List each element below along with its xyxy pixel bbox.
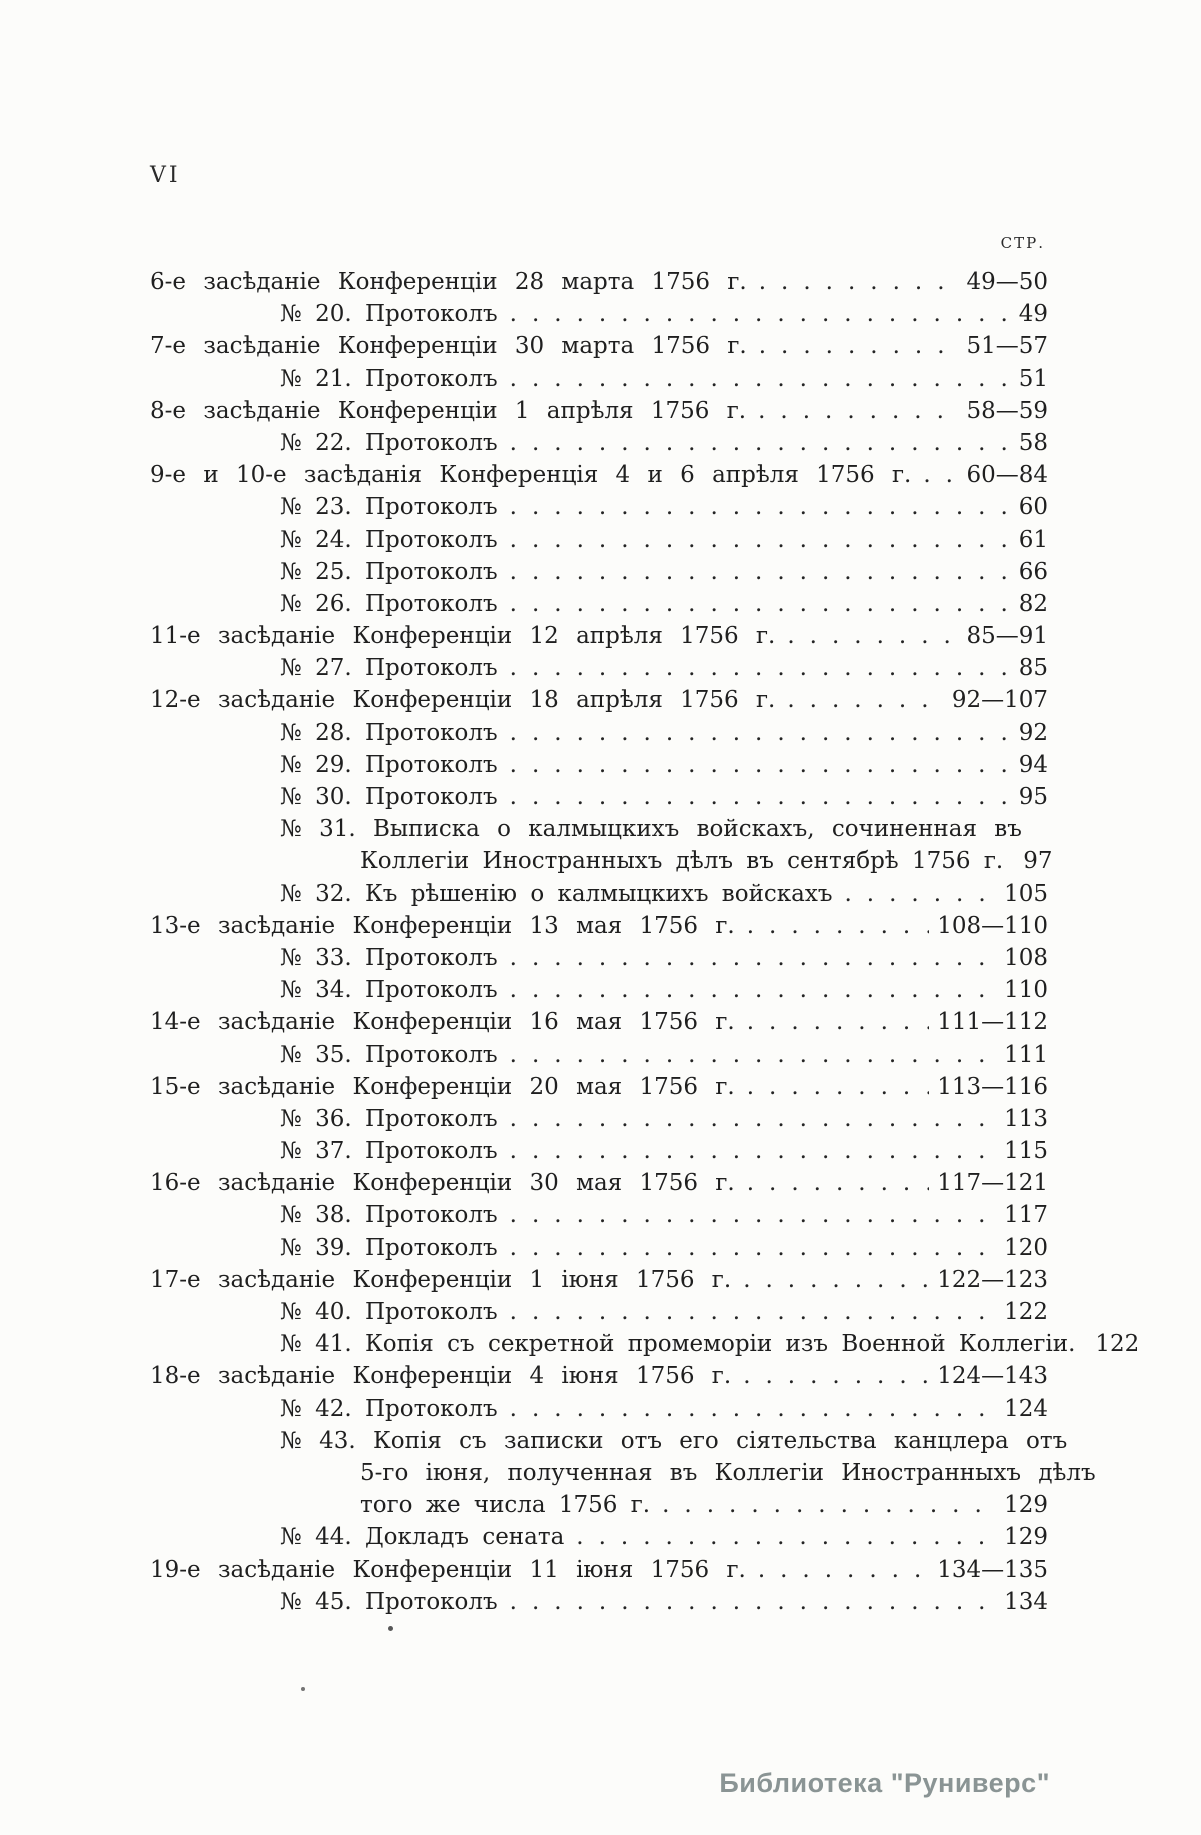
dot-leader: [510, 942, 996, 974]
toc-row: [150, 1586, 1048, 1618]
dot-leader: [510, 1039, 996, 1071]
dot-leader: [510, 717, 1011, 749]
toc-row: [150, 363, 1048, 395]
entry-text: № 43. Копія съ записки отъ его сіятельства канцлера отъ: [280, 1427, 1068, 1454]
entry-text: № 26. Протоколъ: [280, 590, 498, 617]
toc-row: [150, 1328, 1140, 1360]
toc-row: [150, 620, 1048, 652]
dot-leader: [510, 1103, 996, 1135]
entry-text: № 29. Протоколъ: [280, 751, 498, 778]
entry-text: 6-е засѣданіе Конференціи 28 марта 1756 г.: [150, 269, 747, 295]
entry-text: того же числа 1756 г.: [360, 1492, 651, 1519]
toc-row: [150, 1425, 1068, 1457]
page-number: 95: [1018, 784, 1048, 810]
dot-leader: [787, 620, 958, 652]
page-number: 58: [1018, 429, 1048, 456]
page-number: 115: [1004, 1138, 1048, 1165]
entry-text: № 45. Протоколъ: [280, 1588, 498, 1615]
toc-row: [150, 1457, 1096, 1489]
entry-text: № 40. Протоколъ: [280, 1299, 498, 1325]
page-number: 117: [1004, 1202, 1048, 1229]
dot-leader: [510, 556, 1011, 588]
page-number: 82: [1018, 590, 1048, 617]
entry-text: № 38. Протоколъ: [280, 1202, 498, 1229]
dot-leader: [759, 330, 959, 362]
toc-row: [150, 1232, 1048, 1264]
toc-row: [150, 749, 1048, 781]
dot-leader: [510, 427, 1011, 459]
toc-row: [150, 1489, 1048, 1521]
dot-leader: [743, 1264, 929, 1296]
dot-leader: [510, 652, 1011, 684]
toc-row: [150, 1360, 1048, 1392]
toc-row: [150, 1199, 1048, 1231]
folio-number: VI: [150, 163, 181, 188]
dot-leader: [747, 1006, 929, 1038]
toc-row: [150, 1135, 1048, 1167]
dot-leader: [510, 1393, 996, 1425]
page-number: 120: [1004, 1234, 1048, 1261]
toc-row: [150, 652, 1048, 684]
page-number: 85: [1018, 655, 1048, 682]
entry-text: № 34. Протоколъ: [280, 977, 498, 1004]
toc-row: [150, 684, 1048, 716]
entry-text: № 32. Къ рѣшенію о калмыцкихъ войскахъ: [280, 880, 833, 907]
page-number: 108—110: [937, 912, 1048, 939]
toc-row: [150, 427, 1048, 459]
page-number: 122: [1095, 1331, 1140, 1358]
toc-row: [150, 813, 1048, 845]
page-number: 51—57: [966, 333, 1048, 360]
page-number: 94: [1018, 751, 1048, 778]
page-number: 134—135: [937, 1556, 1048, 1583]
page-number: 49—50: [966, 269, 1048, 295]
page-number: 129: [1004, 1524, 1048, 1551]
page-number: 134: [1004, 1588, 1048, 1615]
page-number: 108: [1004, 944, 1048, 971]
entry-text: 18-е засѣданіе Конференціи 4 іюня 1756 г.: [150, 1363, 732, 1390]
dot-leader: [510, 588, 1011, 620]
toc-row: [150, 1296, 1048, 1328]
entry-text: № 44. Докладъ сената: [280, 1524, 565, 1551]
page-number: 113: [1004, 1105, 1048, 1132]
dot-leader: [747, 1167, 929, 1199]
toc-row: [150, 942, 1048, 974]
entry-text: № 36. Протоколъ: [280, 1105, 498, 1132]
dot-leader: [510, 491, 1011, 523]
entry-text: № 21. Протоколъ: [280, 365, 498, 392]
entry-text: № 35. Протоколъ: [280, 1041, 498, 1068]
dot-leader: [510, 1586, 996, 1618]
page-number: 92—107: [951, 687, 1048, 714]
toc-row: [150, 845, 1053, 877]
dot-leader: [510, 1296, 996, 1328]
toc-row: [150, 717, 1048, 749]
dot-leader: [510, 749, 1011, 781]
entry-text: № 23. Протоколъ: [280, 494, 498, 521]
page-number: 122: [1004, 1299, 1048, 1325]
entry-text: № 22. Протоколъ: [280, 429, 498, 456]
dot-leader: [510, 298, 1011, 330]
dot-leader: [787, 684, 943, 716]
entry-text: 14-е засѣданіе Конференціи 16 мая 1756 г.: [150, 1009, 735, 1036]
page-number: 61: [1018, 526, 1048, 553]
toc-row: [150, 524, 1048, 556]
page-number: 124: [1004, 1395, 1048, 1422]
ink-speck: [388, 1626, 393, 1631]
entry-text: № 25. Протоколъ: [280, 558, 498, 585]
page-number: 113—116: [937, 1073, 1048, 1100]
page-number: 111—112: [937, 1009, 1048, 1036]
entry-text: № 41. Копія съ секретной промеморіи изъ Военной Коллегіи.: [280, 1331, 1076, 1358]
toc-row: [150, 1521, 1048, 1553]
entry-text: 16-е засѣданіе Конференціи 30 мая 1756 г.: [150, 1170, 735, 1197]
entry-text: № 33. Протоколъ: [280, 944, 498, 971]
entry-text: 13-е засѣданіе Конференціи 13 мая 1756 г.: [150, 912, 735, 939]
toc-row: [150, 781, 1048, 813]
dot-leader: [510, 1232, 996, 1264]
page-number: 110: [1004, 977, 1048, 1004]
dot-leader: [923, 459, 958, 491]
library-watermark: Библиотека "Руниверс": [719, 1768, 1050, 1798]
page-number: 85—91: [966, 623, 1048, 650]
ink-speck: [301, 1687, 305, 1691]
dot-leader: [510, 781, 1011, 813]
page-number: 105: [1004, 880, 1048, 907]
page-number: 122—123: [937, 1266, 1048, 1293]
page-number: 97: [1023, 848, 1053, 875]
dot-leader: [510, 524, 1011, 556]
entry-text: № 30. Протоколъ: [280, 784, 498, 810]
dot-leader: [510, 1199, 996, 1231]
page-number: 60: [1018, 494, 1048, 521]
dot-leader: [510, 1135, 996, 1167]
entry-text: № 20. Протоколъ: [280, 301, 498, 328]
entry-text: 19-е засѣданіе Конференціи 11 іюня 1756 г.: [150, 1556, 746, 1583]
toc-row: [150, 1071, 1048, 1103]
entry-text: 7-е засѣданіе Конференціи 30 марта 1756 г.: [150, 333, 747, 360]
dot-leader: [758, 1554, 929, 1586]
entry-text: 5-го іюня, полученная въ Коллегіи Иностранныхъ дѣлъ: [360, 1459, 1096, 1486]
page-number: 51: [1018, 365, 1048, 392]
toc-row: [150, 266, 1048, 298]
entry-text: 17-е засѣданіе Конференціи 1 іюня 1756 г.: [150, 1266, 732, 1293]
page-number: 92: [1018, 719, 1048, 746]
entry-text: 8-е засѣданіе Конференціи 1 апрѣля 1756 г.: [150, 397, 747, 424]
page-number: 124—143: [937, 1363, 1048, 1390]
page-number: 117—121: [937, 1170, 1048, 1197]
toc-list: [150, 266, 1140, 1618]
dot-leader: [759, 266, 959, 298]
page-number: 66: [1018, 558, 1048, 585]
toc-row: [150, 588, 1048, 620]
toc-row: [150, 395, 1048, 427]
toc-row: [150, 1554, 1048, 1586]
toc-row: [150, 974, 1048, 1006]
toc-row: [150, 330, 1048, 362]
page-number: 129: [1004, 1492, 1048, 1519]
entry-text: № 37. Протоколъ: [280, 1138, 498, 1165]
page-number: 111: [1004, 1041, 1048, 1068]
toc-row: [150, 1039, 1048, 1071]
dot-leader: [743, 1360, 929, 1392]
entry-text: 11-е засѣданіе Конференціи 12 апрѣля 1756 г.: [150, 623, 776, 650]
toc-row: [150, 1006, 1048, 1038]
dot-leader: [510, 974, 996, 1006]
toc-row: [150, 556, 1048, 588]
entry-text: № 27. Протоколъ: [280, 655, 498, 682]
toc-row: [150, 1103, 1048, 1135]
entry-text: 12-е засѣданіе Конференціи 18 апрѣля 1756 г.: [150, 687, 776, 714]
entry-text: № 31. Выписка о калмыцкихъ войскахъ, сочиненная въ: [280, 816, 1022, 843]
entry-text: № 24. Протоколъ: [280, 526, 498, 553]
toc-row: [150, 298, 1048, 330]
toc-row: [150, 910, 1048, 942]
entry-text: № 42. Протоколъ: [280, 1395, 498, 1422]
dot-leader: [758, 395, 958, 427]
entry-text: 9-е и 10-е засѣданія Конференція 4 и 6 апрѣля 1756 г.: [150, 462, 912, 489]
page-number: 58—59: [966, 397, 1048, 424]
page-column-header: СТР.: [1000, 234, 1045, 252]
dot-leader: [662, 1489, 996, 1521]
dot-leader: [510, 363, 1011, 395]
entry-text: Коллегіи Иностранныхъ дѣлъ въ сентябрѣ 1756 г.: [360, 848, 1004, 875]
dot-leader: [747, 910, 929, 942]
dot-leader: [844, 878, 996, 910]
entry-text: 15-е засѣданіе Конференціи 20 мая 1756 г.: [150, 1073, 735, 1100]
entry-text: № 39. Протоколъ: [280, 1234, 498, 1261]
page-number: 49: [1018, 301, 1048, 328]
toc-row: [150, 459, 1048, 491]
toc-row: [150, 1167, 1048, 1199]
toc-row: [150, 1264, 1048, 1296]
toc-row: [150, 878, 1048, 910]
page-number: 60—84: [966, 462, 1048, 489]
dot-leader: [747, 1071, 929, 1103]
toc-row: [150, 1393, 1048, 1425]
entry-text: № 28. Протоколъ: [280, 719, 498, 746]
toc-row: [150, 491, 1048, 523]
dot-leader: [576, 1521, 996, 1553]
